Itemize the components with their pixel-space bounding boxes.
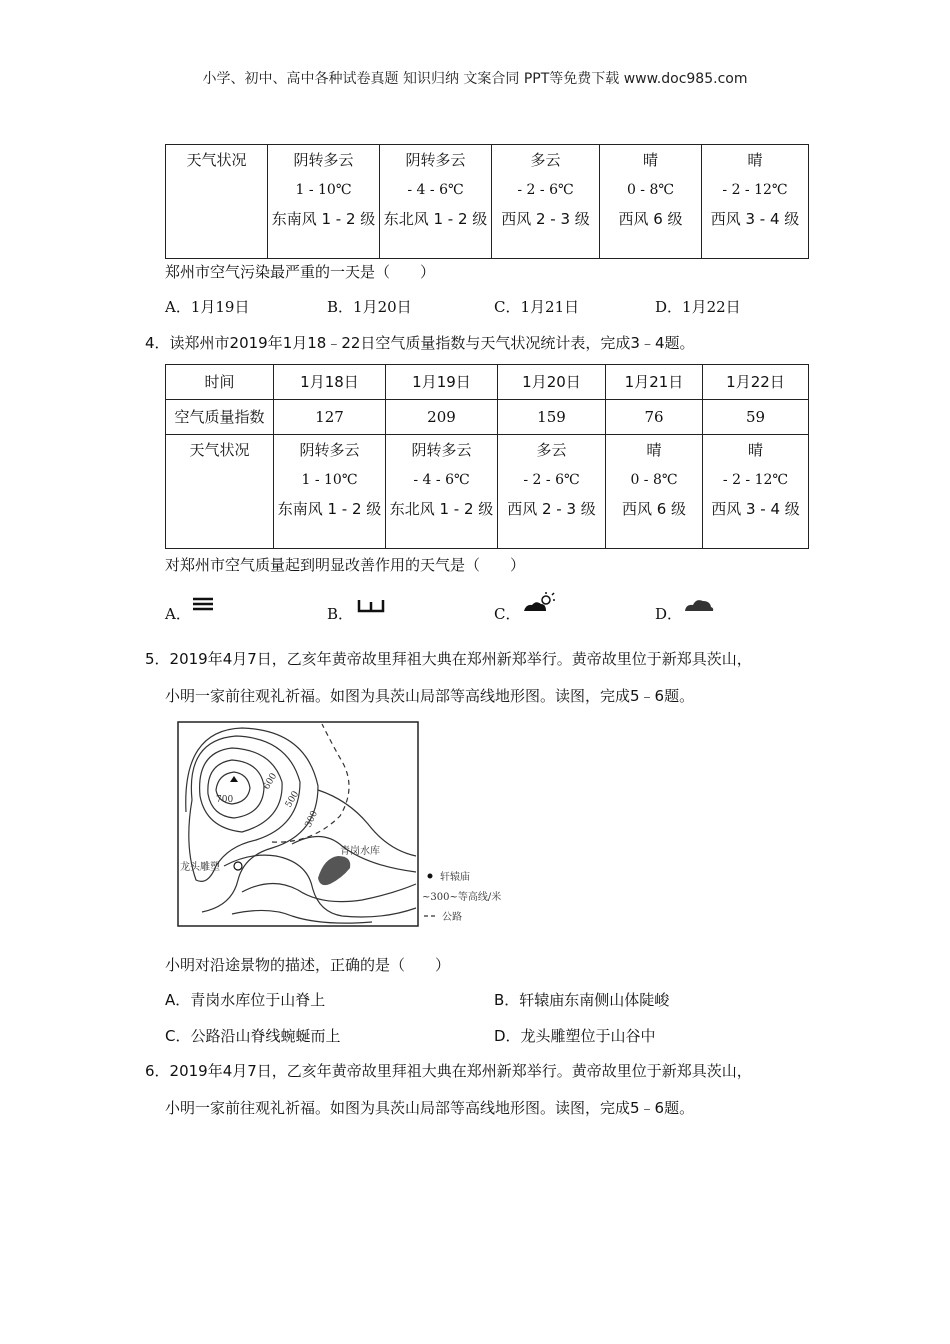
legend-road: 公路 bbox=[442, 912, 462, 923]
dust-icon bbox=[356, 598, 386, 614]
weather-cell: 多云 - 2 - 6℃ 西风 2 - 3 级 bbox=[498, 435, 606, 549]
weather-cell: 阴转多云 - 4 - 6℃ 东北风 1 - 2 级 bbox=[380, 145, 492, 259]
label-700: 700 bbox=[216, 795, 234, 805]
q5-stem-line2: 小明一家前往观礼祈福。如图为具茨山局部等高线地形图。读图，完成5﹣6题。 bbox=[165, 687, 695, 705]
weather-cell: 阴转多云 1 - 10℃ 东南风 1 - 2 级 bbox=[274, 435, 386, 549]
q5-stem-line1: 5．2019年4月7日，乙亥年黄帝故里拜祖大典在郑州新郑举行。黄帝故里位于新郑具茨山， bbox=[145, 650, 752, 668]
q3-option-c: C．1月21日 bbox=[494, 298, 580, 316]
table-header-row bbox=[166, 365, 809, 400]
label-500: 500 bbox=[283, 789, 302, 810]
table-row-weather bbox=[166, 435, 809, 549]
q3-stem: 郑州市空气污染最严重的一天是（ ） bbox=[165, 263, 436, 281]
aqi-value: 59 bbox=[703, 400, 809, 435]
table-header-cell: 1月18日 bbox=[274, 365, 386, 400]
weather-cell: 晴 0 - 8℃ 西风 6 级 bbox=[600, 145, 702, 259]
cloudy-icon bbox=[683, 596, 715, 614]
legend-contour: ~300~等高线/米 bbox=[422, 892, 502, 903]
table-header-cell: 1月20日 bbox=[498, 365, 606, 400]
weather-cell: 阴转多云 1 - 10℃ 东南风 1 - 2 级 bbox=[268, 145, 380, 259]
q5-option-a: A．青岗水库位于山脊上 bbox=[165, 991, 326, 1009]
sunny-to-cloudy-icon bbox=[522, 592, 556, 614]
q5-option-c: C．公路沿山脊线蜿蜒而上 bbox=[165, 1027, 341, 1045]
table-header-cell: 时间 bbox=[166, 365, 274, 400]
q3-option-d: D．1月22日 bbox=[655, 298, 741, 316]
table-header-cell: 1月19日 bbox=[386, 365, 498, 400]
aqi-value: 159 bbox=[498, 400, 606, 435]
label-statue: 龙头雕塑 bbox=[180, 862, 220, 873]
page-header: 小学、初中、高中各种试卷真题 知识归纳 文案合同 PPT等免费下载 www.doc985.com bbox=[202, 71, 748, 87]
q5-question: 小明对沿途景物的描述，正确的是（ ） bbox=[165, 956, 451, 974]
table-row-aqi bbox=[166, 400, 809, 435]
row-label-weather: 天气状况 bbox=[166, 435, 274, 549]
aqi-weather-table bbox=[165, 364, 809, 549]
weather-cell: 多云 - 2 - 6℃ 西风 2 - 3 级 bbox=[492, 145, 600, 259]
fog-icon bbox=[192, 596, 214, 612]
weather-cell: 晴 - 2 - 12℃ 西风 3 - 4 级 bbox=[702, 145, 809, 259]
q3-option-b: B．1月20日 bbox=[327, 298, 412, 316]
legend-temple: 轩辕庙 bbox=[440, 872, 470, 883]
q3-option-a: A．1月19日 bbox=[165, 298, 250, 316]
label-300: 300 bbox=[303, 809, 320, 830]
q6-stem-line1: 6．2019年4月7日，乙亥年黄帝故里拜祖大典在郑州新郑举行。黄帝故里位于新郑具茨山， bbox=[145, 1062, 752, 1080]
weather-cell: 晴 - 2 - 12℃ 西风 3 - 4 级 bbox=[703, 435, 809, 549]
weather-table-continued bbox=[165, 144, 809, 259]
q4-question: 对郑州市空气质量起到明显改善作用的天气是（ ） bbox=[165, 556, 526, 574]
label-600: 600 bbox=[261, 771, 280, 792]
q5-option-d: D．龙头雕塑位于山谷中 bbox=[494, 1027, 656, 1045]
aqi-value: 76 bbox=[606, 400, 703, 435]
table-row bbox=[166, 145, 809, 259]
table-header-cell: 1月22日 bbox=[703, 365, 809, 400]
q5-option-b: B．轩辕庙东南侧山体陡峻 bbox=[494, 991, 670, 1009]
contour-map bbox=[172, 716, 512, 932]
q4-option-a: A． bbox=[165, 605, 191, 623]
table-header-cell: 1月21日 bbox=[606, 365, 703, 400]
q4-option-d: D． bbox=[655, 605, 683, 623]
q4-stem: 4．读郑州市2019年1月18﹣22日空气质量指数与天气状况统计表，完成3﹣4题。 bbox=[145, 334, 695, 352]
aqi-label: 空气质量指数 bbox=[166, 400, 274, 435]
label-reservoir: 青岗水库 bbox=[340, 846, 380, 857]
q4-option-b: B． bbox=[327, 605, 354, 623]
q4-option-c: C． bbox=[494, 605, 521, 623]
q6-stem-line2: 小明一家前往观礼祈福。如图为具茨山局部等高线地形图。读图，完成5﹣6题。 bbox=[165, 1099, 695, 1117]
row-label-weather: 天气状况 bbox=[166, 145, 268, 259]
aqi-value: 209 bbox=[386, 400, 498, 435]
weather-cell: 晴 0 - 8℃ 西风 6 级 bbox=[606, 435, 703, 549]
weather-cell: 阴转多云 - 4 - 6℃ 东北风 1 - 2 级 bbox=[386, 435, 498, 549]
aqi-value: 127 bbox=[274, 400, 386, 435]
